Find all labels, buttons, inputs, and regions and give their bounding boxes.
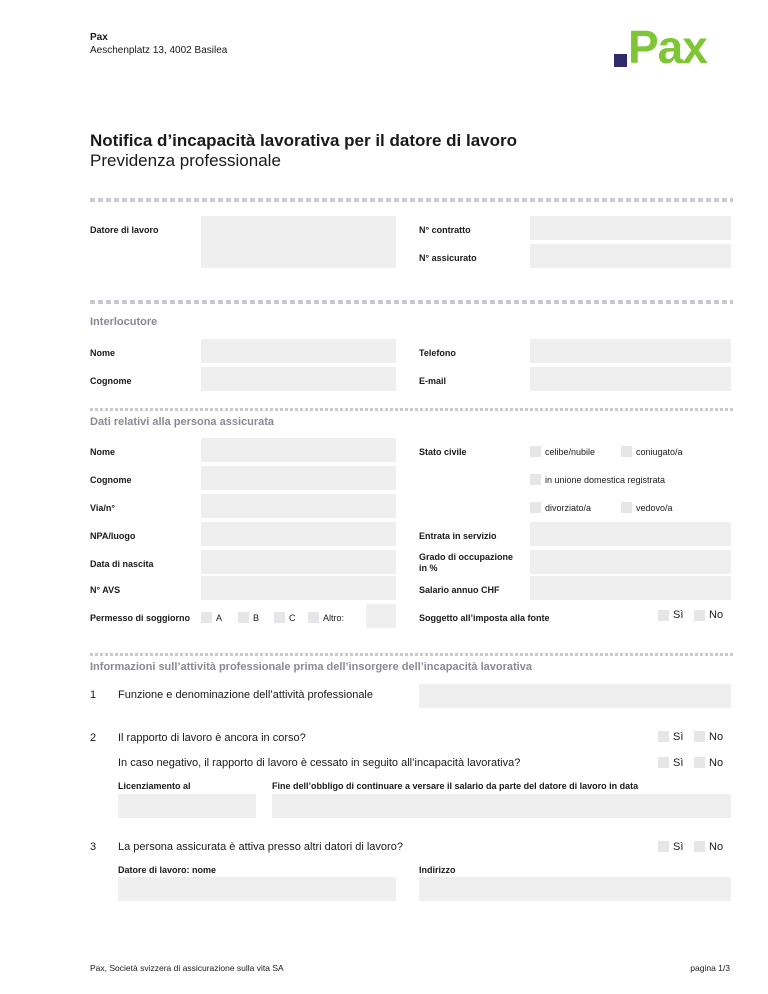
q2b-yes-checkbox[interactable]	[658, 757, 669, 768]
divorced-label: divorziato/a	[545, 503, 592, 513]
question-1-text: Funzione e denominazione dell’attività professionale	[118, 689, 373, 701]
dismissal-label: Licenziamento al	[118, 781, 191, 791]
address-field[interactable]	[419, 877, 731, 901]
occupation-label-line2: in %	[419, 563, 438, 573]
question-3-number: 3	[90, 841, 97, 853]
occupation-field[interactable]	[530, 550, 731, 574]
civil-status-label: Stato civile	[419, 447, 467, 457]
insured-last-name-field[interactable]	[201, 466, 396, 490]
pax-logo	[614, 21, 734, 73]
other-employer-label: Datore di lavoro: nome	[118, 865, 217, 875]
permit-other-field[interactable]	[366, 604, 396, 628]
question-1-number: 1	[90, 689, 97, 701]
phone-label: Telefono	[419, 348, 456, 358]
dismissal-field[interactable]	[118, 794, 256, 818]
occupation-label-line1: Grado di occupazione	[419, 552, 514, 562]
registered-partnership-checkbox[interactable]	[530, 474, 541, 485]
sender-name: Pax	[90, 32, 108, 43]
salary-end-label: Fine dell’obbligo di continuare a versare il salario da parte del datore di lavoro in data	[272, 781, 639, 791]
single-checkbox[interactable]	[530, 446, 541, 457]
widowed-checkbox[interactable]	[621, 502, 632, 513]
q2-yes-checkbox[interactable]	[658, 731, 669, 742]
section-divider	[90, 653, 733, 656]
q3-yes-label: Sì	[673, 841, 684, 853]
activity-function-field[interactable]	[419, 684, 731, 708]
entry-field[interactable]	[530, 522, 731, 546]
q3-no-label: No	[709, 841, 724, 853]
insured-no-field[interactable]	[530, 244, 731, 268]
registered-partnership-label: in unione domestica registrata	[545, 475, 666, 485]
salary-field[interactable]	[530, 576, 731, 600]
section-divider	[90, 300, 733, 304]
contact-first-name-field[interactable]	[201, 339, 396, 363]
birth-date-field[interactable]	[201, 550, 396, 574]
contract-field[interactable]	[530, 216, 731, 240]
insured-last-name-label: Cognome	[90, 475, 132, 485]
zip-city-field[interactable]	[201, 522, 396, 546]
withholding-label: Soggetto all’imposta alla fonte	[419, 613, 550, 623]
email-field[interactable]	[530, 367, 731, 391]
permit-other-label: Altro:	[323, 613, 345, 623]
street-label: Via/n°	[90, 503, 115, 513]
q2-no-checkbox[interactable]	[694, 731, 705, 742]
permit-b-label: B	[253, 613, 260, 623]
birth-date-label: Data di nascita	[90, 559, 154, 569]
q2-yes-label: Sì	[673, 731, 684, 743]
question-2b-text: In caso negativo, il rapporto di lavoro è cessato in seguito all’incapacità lavorativa?	[118, 757, 521, 769]
divorced-checkbox[interactable]	[530, 502, 541, 513]
street-field[interactable]	[201, 494, 396, 518]
avs-label: N° AVS	[90, 585, 121, 595]
employer-field[interactable]	[201, 216, 396, 268]
question-2-text: Il rapporto di lavoro è ancora in corso?	[118, 732, 306, 744]
contact-section-title: Interlocutore	[90, 316, 158, 328]
insured-first-name-label: Nome	[90, 447, 116, 457]
insured-no-label: N° assicurato	[419, 253, 477, 263]
phone-field[interactable]	[530, 339, 731, 363]
widowed-label: vedovo/a	[636, 503, 673, 513]
insured-first-name-field[interactable]	[201, 438, 396, 462]
email-label: E-mail	[419, 376, 447, 386]
married-checkbox[interactable]	[621, 446, 632, 457]
footer-company: Pax, Società svizzera di assicurazione sulla vita SA	[90, 963, 284, 973]
permit-c-label: C	[289, 613, 296, 623]
permit-a-checkbox[interactable]	[201, 612, 212, 623]
q3-yes-checkbox[interactable]	[658, 841, 669, 852]
sender-address: Aeschenplatz 13, 4002 Basilea	[90, 45, 228, 56]
withholding-no-checkbox[interactable]	[694, 610, 705, 621]
permit-label: Permesso di soggiorno	[90, 613, 191, 623]
question-2-number: 2	[90, 732, 97, 744]
page-title: Notifica d’incapacità lavorativa per il datore di lavoro	[90, 131, 518, 150]
activity-section-title: Informazioni sull’attività professionale prima dell’insorgere dell’incapacità lavorativa	[90, 661, 532, 673]
q2-no-label: No	[709, 731, 724, 743]
avs-field[interactable]	[201, 576, 396, 600]
q3-no-checkbox[interactable]	[694, 841, 705, 852]
contact-last-name-field[interactable]	[201, 367, 396, 391]
married-label: coniugato/a	[636, 447, 683, 457]
section-divider	[90, 198, 733, 202]
permit-other-checkbox[interactable]	[308, 612, 319, 623]
page-number: pagina 1/3	[690, 963, 730, 973]
withholding-no-label: No	[709, 609, 724, 621]
logo-text: Pax	[628, 21, 707, 73]
salary-end-field[interactable]	[272, 794, 731, 818]
zip-city-label: NPA/luogo	[90, 531, 136, 541]
withholding-yes-checkbox[interactable]	[658, 610, 669, 621]
address-label: Indirizzo	[419, 865, 456, 875]
insured-section-title: Dati relativi alla persona assicurata	[90, 416, 275, 428]
contract-label: N° contratto	[419, 225, 471, 235]
employer-label: Datore di lavoro	[90, 225, 159, 235]
permit-a-label: A	[216, 613, 223, 623]
withholding-yes-label: Sì	[673, 609, 684, 621]
logo-square-icon	[614, 54, 627, 67]
entry-label: Entrata in servizio	[419, 531, 497, 541]
salary-label: Salario annuo CHF	[419, 585, 500, 595]
permit-c-checkbox[interactable]	[274, 612, 285, 623]
contact-first-name-label: Nome	[90, 348, 116, 358]
other-employer-field[interactable]	[118, 877, 396, 901]
contact-last-name-label: Cognome	[90, 376, 132, 386]
question-3-text: La persona assicurata è attiva presso altri datori di lavoro?	[118, 841, 403, 853]
q2b-no-label: No	[709, 757, 724, 769]
single-label: celibe/nubile	[545, 447, 596, 457]
q2b-yes-label: Sì	[673, 757, 684, 769]
permit-b-checkbox[interactable]	[238, 612, 249, 623]
section-divider	[90, 408, 733, 411]
q2b-no-checkbox[interactable]	[694, 757, 705, 768]
page-subtitle: Previdenza professionale	[90, 151, 281, 170]
